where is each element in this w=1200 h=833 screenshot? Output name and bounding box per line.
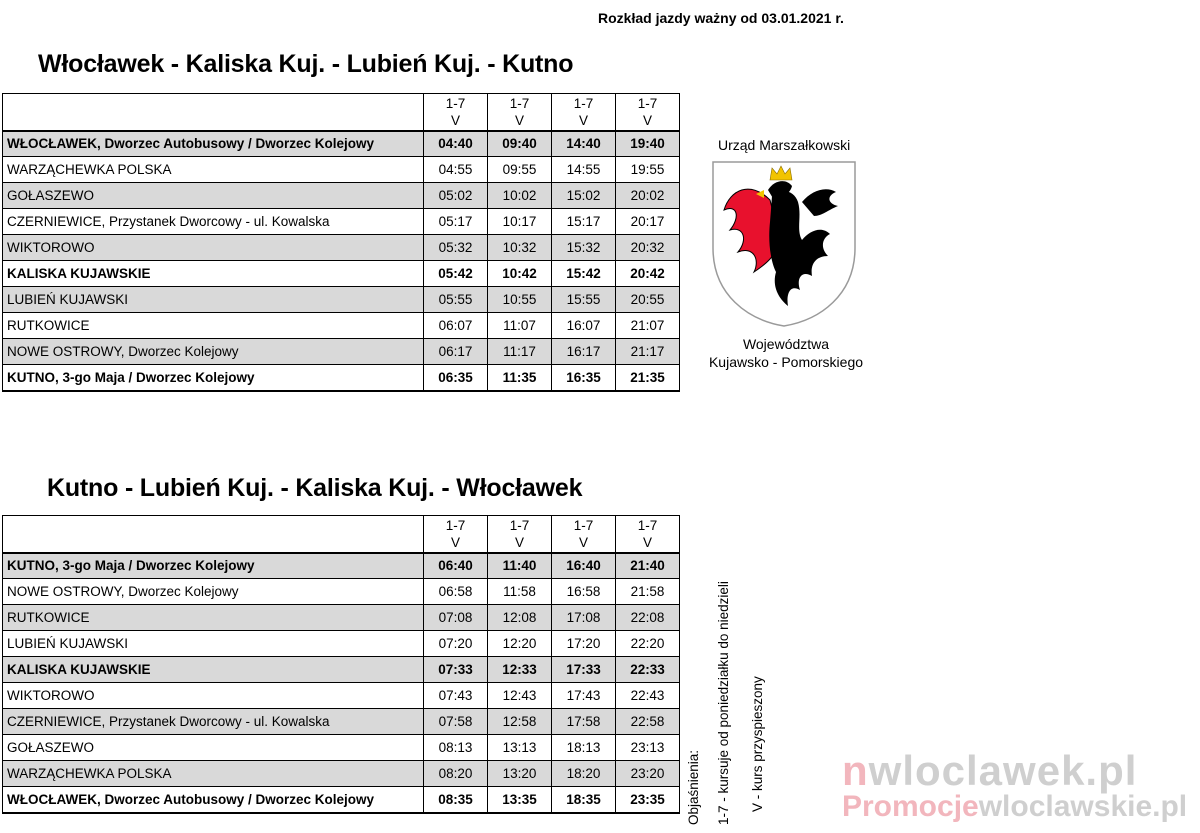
departure-time: 13:35 bbox=[488, 787, 552, 813]
stop-name: WARZĄCHEWKA POLSKA bbox=[3, 157, 424, 183]
departure-time: 10:32 bbox=[488, 235, 552, 261]
header-days: 1-7 bbox=[445, 95, 466, 111]
route-title-outbound: Włocławek - Kaliska Kuj. - Lubień Kuj. - Kutno bbox=[38, 50, 574, 78]
stop-name: LUBIEŃ KUJAWSKI bbox=[3, 287, 424, 313]
header-days: 1-7 bbox=[637, 517, 658, 533]
table-row bbox=[3, 631, 680, 657]
header-course-cell bbox=[552, 94, 616, 131]
authority-line1: Urząd Marszałkowski bbox=[718, 137, 851, 153]
table-row bbox=[3, 261, 680, 287]
table-row bbox=[3, 313, 680, 339]
departure-time: 16:17 bbox=[552, 339, 616, 365]
departure-time: 22:43 bbox=[616, 683, 680, 709]
validity-date: Rozkład jazdy ważny od 03.01.2021 r. bbox=[598, 10, 844, 26]
departure-time: 07:08 bbox=[424, 605, 488, 631]
table-row bbox=[3, 735, 680, 761]
departure-time: 21:58 bbox=[616, 579, 680, 605]
stop-name: NOWE OSTROWY, Dworzec Kolejowy bbox=[3, 579, 424, 605]
stop-name: CZERNIEWICE, Przystanek Dworcowy - ul. Kowalska bbox=[3, 709, 424, 735]
departure-time: 08:20 bbox=[424, 761, 488, 787]
legend-item-express: V - kurs przyspieszony bbox=[750, 676, 765, 812]
table-row bbox=[3, 183, 680, 209]
departure-time: 21:35 bbox=[616, 365, 680, 391]
stop-name: RUTKOWICE bbox=[3, 605, 424, 631]
departure-time: 10:42 bbox=[488, 261, 552, 287]
stop-name: GOŁASZEWO bbox=[3, 735, 424, 761]
header-course-cell bbox=[488, 516, 552, 553]
header-kind: V bbox=[514, 534, 524, 550]
table-row bbox=[3, 579, 680, 605]
timetable-outbound-body bbox=[3, 94, 680, 391]
departure-time: 19:40 bbox=[616, 131, 680, 157]
departure-time: 21:17 bbox=[616, 339, 680, 365]
departure-time: 11:17 bbox=[488, 339, 552, 365]
table-row bbox=[3, 287, 680, 313]
departure-time: 22:33 bbox=[616, 657, 680, 683]
departure-time: 14:40 bbox=[552, 131, 616, 157]
stop-name: LUBIEŃ KUJAWSKI bbox=[3, 631, 424, 657]
timetable-return bbox=[2, 515, 680, 814]
watermark-1-highlight: n bbox=[842, 747, 869, 794]
watermark-promocje bbox=[842, 790, 1187, 824]
departure-time: 20:02 bbox=[616, 183, 680, 209]
table-row bbox=[3, 553, 680, 579]
departure-time: 05:55 bbox=[424, 287, 488, 313]
table-row bbox=[3, 657, 680, 683]
departure-time: 18:13 bbox=[552, 735, 616, 761]
legend-title: Objaśnienia: bbox=[686, 749, 701, 825]
departure-time: 07:20 bbox=[424, 631, 488, 657]
stop-name: GOŁASZEWO bbox=[3, 183, 424, 209]
header-row bbox=[3, 516, 680, 553]
stop-name: RUTKOWICE bbox=[3, 313, 424, 339]
stop-name: KUTNO, 3-go Maja / Dworzec Kolejowy bbox=[3, 553, 424, 579]
departure-time: 06:17 bbox=[424, 339, 488, 365]
header-blank-cell bbox=[3, 94, 424, 131]
departure-time: 17:33 bbox=[552, 657, 616, 683]
table-row bbox=[3, 683, 680, 709]
table-row bbox=[3, 209, 680, 235]
table-row bbox=[3, 339, 680, 365]
departure-time: 22:08 bbox=[616, 605, 680, 631]
header-course-cell bbox=[616, 94, 680, 131]
route-title-return: Kutno - Lubień Kuj. - Kaliska Kuj. - Włocławek bbox=[47, 474, 583, 502]
departure-time: 12:58 bbox=[488, 709, 552, 735]
table-row bbox=[3, 157, 680, 183]
departure-time: 16:58 bbox=[552, 579, 616, 605]
header-kind: V bbox=[514, 112, 524, 128]
departure-time: 13:13 bbox=[488, 735, 552, 761]
departure-time: 09:40 bbox=[488, 131, 552, 157]
departure-time: 05:32 bbox=[424, 235, 488, 261]
header-days: 1-7 bbox=[637, 95, 658, 111]
stop-name: KUTNO, 3-go Maja / Dworzec Kolejowy bbox=[3, 365, 424, 391]
departure-time: 17:58 bbox=[552, 709, 616, 735]
header-course-cell bbox=[616, 516, 680, 553]
timetable-return-body bbox=[3, 516, 680, 813]
departure-time: 06:58 bbox=[424, 579, 488, 605]
departure-time: 18:20 bbox=[552, 761, 616, 787]
header-days: 1-7 bbox=[573, 95, 594, 111]
departure-time: 15:55 bbox=[552, 287, 616, 313]
departure-time: 11:58 bbox=[488, 579, 552, 605]
departure-time: 21:07 bbox=[616, 313, 680, 339]
watermark-nwloclawek bbox=[842, 747, 1137, 795]
stop-name: CZERNIEWICE, Przystanek Dworcowy - ul. Kowalska bbox=[3, 209, 424, 235]
departure-time: 17:43 bbox=[552, 683, 616, 709]
header-kind: V bbox=[450, 534, 460, 550]
stop-name: WIKTOROWO bbox=[3, 235, 424, 261]
table-row bbox=[3, 709, 680, 735]
departure-time: 15:32 bbox=[552, 235, 616, 261]
departure-time: 20:55 bbox=[616, 287, 680, 313]
stop-name: NOWE OSTROWY, Dworzec Kolejowy bbox=[3, 339, 424, 365]
header-course-cell bbox=[424, 516, 488, 553]
authority-line3: Kujawsko - Pomorskiego bbox=[708, 354, 864, 370]
departure-time: 08:35 bbox=[424, 787, 488, 813]
table-row bbox=[3, 787, 680, 813]
stop-name: WARZĄCHEWKA POLSKA bbox=[3, 761, 424, 787]
departure-time: 17:08 bbox=[552, 605, 616, 631]
stop-name: KALISKA KUJAWSKIE bbox=[3, 261, 424, 287]
timetable-outbound bbox=[2, 93, 680, 392]
departure-time: 04:40 bbox=[424, 131, 488, 157]
header-row bbox=[3, 94, 680, 131]
departure-time: 06:40 bbox=[424, 553, 488, 579]
watermark-2-rest: wloclawskie.pl bbox=[978, 790, 1188, 823]
departure-time: 21:40 bbox=[616, 553, 680, 579]
departure-time: 10:55 bbox=[488, 287, 552, 313]
watermark-2-highlight: Promocje bbox=[842, 790, 979, 823]
departure-time: 12:08 bbox=[488, 605, 552, 631]
departure-time: 12:33 bbox=[488, 657, 552, 683]
departure-time: 15:42 bbox=[552, 261, 616, 287]
departure-time: 07:43 bbox=[424, 683, 488, 709]
coat-of-arms-icon bbox=[710, 160, 858, 328]
departure-time: 19:55 bbox=[616, 157, 680, 183]
departure-time: 16:35 bbox=[552, 365, 616, 391]
header-course-cell bbox=[488, 94, 552, 131]
stop-name: WIKTOROWO bbox=[3, 683, 424, 709]
table-row bbox=[3, 605, 680, 631]
departure-time: 15:17 bbox=[552, 209, 616, 235]
departure-time: 13:20 bbox=[488, 761, 552, 787]
header-course-cell bbox=[424, 94, 488, 131]
departure-time: 20:42 bbox=[616, 261, 680, 287]
departure-time: 23:20 bbox=[616, 761, 680, 787]
table-row bbox=[3, 761, 680, 787]
departure-time: 16:07 bbox=[552, 313, 616, 339]
departure-time: 07:58 bbox=[424, 709, 488, 735]
departure-time: 06:35 bbox=[424, 365, 488, 391]
departure-time: 20:32 bbox=[616, 235, 680, 261]
departure-time: 11:35 bbox=[488, 365, 552, 391]
authority-line2: Województwa bbox=[742, 336, 830, 352]
header-course-cell bbox=[552, 516, 616, 553]
departure-time: 15:02 bbox=[552, 183, 616, 209]
departure-time: 08:13 bbox=[424, 735, 488, 761]
departure-time: 09:55 bbox=[488, 157, 552, 183]
header-kind: V bbox=[578, 112, 588, 128]
header-kind: V bbox=[450, 112, 460, 128]
watermark-1-rest: wloclawek.pl bbox=[868, 747, 1138, 794]
header-kind: V bbox=[642, 534, 652, 550]
departure-time: 20:17 bbox=[616, 209, 680, 235]
departure-time: 06:07 bbox=[424, 313, 488, 339]
departure-time: 07:33 bbox=[424, 657, 488, 683]
table-row bbox=[3, 235, 680, 261]
departure-time: 11:07 bbox=[488, 313, 552, 339]
departure-time: 23:13 bbox=[616, 735, 680, 761]
departure-time: 04:55 bbox=[424, 157, 488, 183]
departure-time: 12:43 bbox=[488, 683, 552, 709]
header-days: 1-7 bbox=[509, 95, 530, 111]
departure-time: 14:55 bbox=[552, 157, 616, 183]
stop-name: KALISKA KUJAWSKIE bbox=[3, 657, 424, 683]
authority-region bbox=[706, 335, 866, 371]
departure-time: 22:20 bbox=[616, 631, 680, 657]
header-kind: V bbox=[578, 534, 588, 550]
departure-time: 23:35 bbox=[616, 787, 680, 813]
departure-time: 10:17 bbox=[488, 209, 552, 235]
header-days: 1-7 bbox=[509, 517, 530, 533]
departure-time: 05:42 bbox=[424, 261, 488, 287]
departure-time: 05:17 bbox=[424, 209, 488, 235]
table-row bbox=[3, 131, 680, 157]
departure-time: 18:35 bbox=[552, 787, 616, 813]
stop-name: WŁOCŁAWEK, Dworzec Autobusowy / Dworzec Kolejowy bbox=[3, 131, 424, 157]
header-days: 1-7 bbox=[573, 517, 594, 533]
header-days: 1-7 bbox=[445, 517, 466, 533]
header-kind: V bbox=[642, 112, 652, 128]
departure-time: 17:20 bbox=[552, 631, 616, 657]
stop-name: WŁOCŁAWEK, Dworzec Autobusowy / Dworzec Kolejowy bbox=[3, 787, 424, 813]
departure-time: 05:02 bbox=[424, 183, 488, 209]
legend-item-days: 1-7 - kursuje od poniedziałku do niedzieli bbox=[716, 581, 731, 825]
departure-time: 12:20 bbox=[488, 631, 552, 657]
departure-time: 10:02 bbox=[488, 183, 552, 209]
departure-time: 11:40 bbox=[488, 553, 552, 579]
departure-time: 16:40 bbox=[552, 553, 616, 579]
departure-time: 22:58 bbox=[616, 709, 680, 735]
header-blank-cell bbox=[3, 516, 424, 553]
table-row bbox=[3, 365, 680, 391]
